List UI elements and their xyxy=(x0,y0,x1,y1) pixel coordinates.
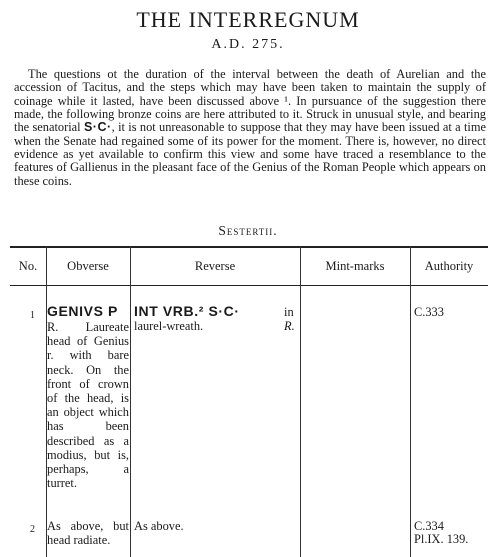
reverse-description: As above. xyxy=(134,519,184,533)
section-heading: Sestertii. xyxy=(218,223,278,238)
table-header-rule xyxy=(10,285,488,286)
intro-text-part-2: , it is not unreasonable to suppose that they may have been issued at a time when the Senate had regained some of its power for the moment. There is, however, no direct evidence as yet available to confirm this view and some have traced a resemblance to the features of Gallienus in the pleasant face of the Genius of the Roman People which appears on these coins. xyxy=(14,120,486,188)
authority-plate: Pl.IX. 139. xyxy=(414,532,469,546)
reverse-legend: INT VRB.² S·C· xyxy=(134,303,240,319)
page-title: THE INTERREGNUM xyxy=(136,7,360,32)
date-heading: A.D. 275. xyxy=(211,37,285,52)
reverse-in: in xyxy=(284,305,294,319)
authority-ref: C.334 xyxy=(414,519,444,533)
header-reverse: Reverse xyxy=(194,259,236,273)
obverse-legend: GENIVS P xyxy=(47,303,118,319)
intro-paragraph xyxy=(14,68,486,188)
reverse-r: R. xyxy=(284,319,295,333)
obverse-description: As above, but head radiate. xyxy=(47,519,129,547)
header-authority: Authority xyxy=(424,259,474,273)
intro-text-part-1: The questions ot the duration of the interval between the death of Aurelian and the accession of Tacitus, and the steps which may have been taken to maintain the supply of coinage while it lasted, have been discussed above ¹. In pursuance of the suggestion there made, the following bronze coins are here attributed to it. Struck in unusual style, and bearing the senatorial xyxy=(14,67,486,135)
header-obverse: Obverse xyxy=(67,259,109,273)
header-mint-marks: Mint-marks xyxy=(325,259,385,273)
reverse-description: laurel-wreath. xyxy=(134,319,204,333)
header-no: No. xyxy=(18,259,38,273)
column-divider xyxy=(300,246,301,557)
row-number: 2 xyxy=(30,524,35,535)
column-divider xyxy=(130,246,131,557)
column-divider xyxy=(410,246,411,557)
senatorial-mark: S·C· xyxy=(83,120,112,135)
row-number: 1 xyxy=(30,310,35,321)
table-top-rule xyxy=(10,246,488,248)
obverse-description: R. Laureate head of Genius r. with bare neck. On the front of crown of the head, is an object which has been described as a modius, but is, perhaps, a turret. xyxy=(47,320,129,491)
authority-ref: C.333 xyxy=(414,305,444,319)
